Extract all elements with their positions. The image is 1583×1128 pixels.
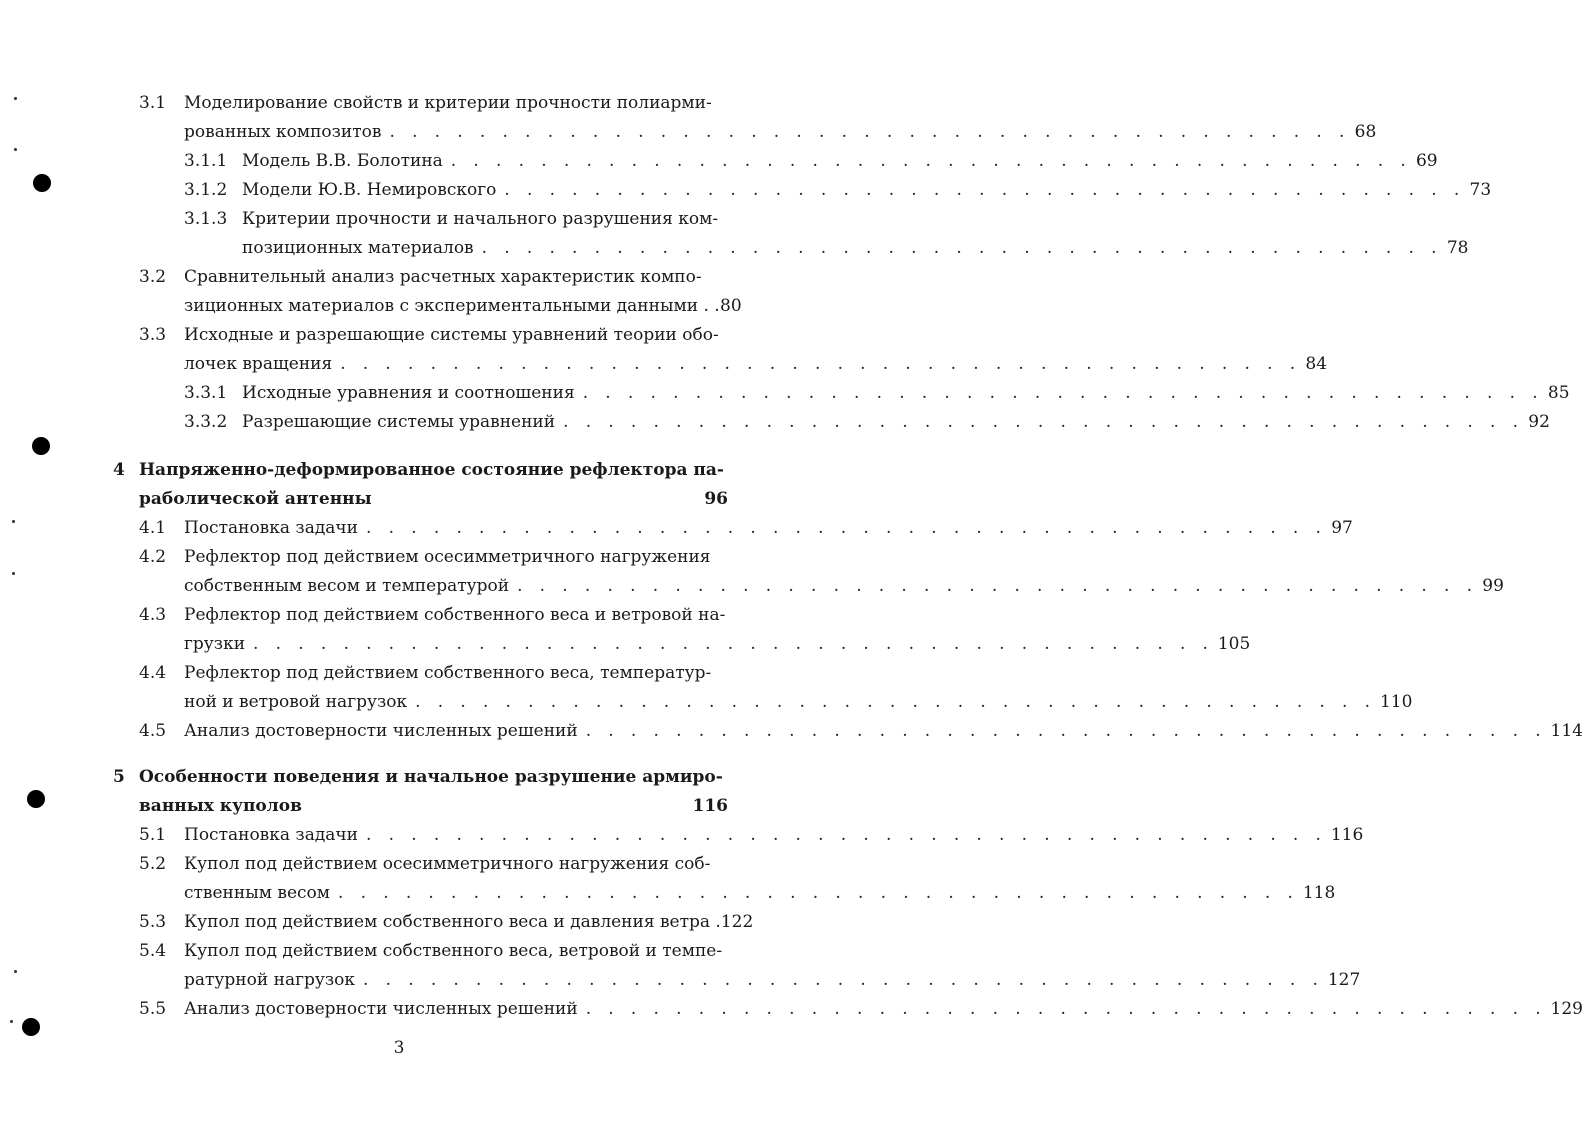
toc-chapter-title: ванных куполов (139, 796, 302, 816)
toc-entry-line (184, 543, 711, 572)
toc-number: 4.1 (139, 518, 167, 538)
toc-entry-line (242, 205, 719, 234)
toc-title: позиционных материалов (242, 238, 474, 258)
toc-leader-dots: . . . . . . . . . . . . . . . . . . . . . . . . . . . . . . . . . . . . . . . . . . . (517, 576, 1478, 596)
toc-page-number: 127 (1327, 970, 1361, 990)
toc-number: 3.1 (139, 93, 167, 113)
toc-title: Купол под действием собственного веса и давления ветра . (184, 912, 721, 932)
toc-entry-line[interactable] (184, 688, 1413, 717)
toc-number: 5.1 (139, 825, 167, 845)
toc-leader-dots: . . . . . . . . . . . . . . . . . . . . . . . . . . . . . . . . . . . . . . . . . . . (253, 634, 1214, 654)
toc-chapter-line (139, 456, 724, 485)
toc-chapter-number: 5 (113, 767, 125, 787)
toc-entry-line (184, 263, 702, 292)
toc-entry-line[interactable] (184, 292, 742, 321)
toc-title: грузки (184, 634, 246, 654)
toc-entry-line[interactable] (184, 995, 1583, 1024)
toc-entry-line[interactable] (184, 118, 1377, 147)
toc-page-number: 116 (1330, 825, 1364, 845)
toc-page-number: 69 (1415, 151, 1438, 171)
toc-page-number: 96 (704, 489, 728, 509)
toc-leader-dots: . . . . . . . . . . . . . . . . . . . . . . . . . . . . . . . . . . . . . . . . . . . (582, 383, 1544, 403)
toc-chapter-line[interactable] (139, 792, 728, 821)
toc-entry-line[interactable] (184, 821, 1364, 850)
toc-entry-line[interactable] (242, 176, 1492, 205)
toc-title: собственным весом и температурой (184, 576, 510, 596)
toc-title: ственным весом (184, 883, 330, 903)
toc-page-number: 110 (1379, 692, 1413, 712)
toc-title: Постановка задачи (184, 518, 359, 538)
toc-page-number: 78 (1446, 238, 1469, 258)
toc-number: 3.3.2 (184, 412, 228, 432)
toc-number: 4.2 (139, 547, 167, 567)
toc-title: Сравнительный анализ расчетных характеристик компо- (184, 267, 702, 287)
toc-page-number: 122 (720, 912, 754, 932)
toc-number: 3.1.3 (184, 209, 228, 229)
toc-number: 4.3 (139, 605, 167, 625)
toc-page-number: 92 (1528, 412, 1550, 432)
toc-leader-dots: . . . . . . . . . . . . . . . . . . . . . . . . . . . . . . . . . . . . . . . . . . . (366, 518, 1327, 538)
toc-number: 5.2 (139, 854, 167, 874)
toc-entry-line[interactable] (242, 379, 1570, 408)
toc-leader-dots: . . . . . . . . . . . . . . . . . . . . . . . . . . . . . . . . . . . . . . . . . . . (415, 692, 1376, 712)
toc-title: Анализ достоверности численных решений (184, 721, 578, 741)
toc-page-number: 73 (1469, 180, 1492, 200)
toc-title: Постановка задачи (184, 825, 359, 845)
toc-title: зиционных материалов с экспериментальными данными . . (184, 296, 720, 316)
toc-chapter-line[interactable] (139, 485, 728, 514)
toc-title: Купол под действием собственного веса, ветровой и темпе- (184, 941, 723, 961)
toc-leader-dots: . . . . . . . . . . . . . . . . . . . . . . . . . . . . . . . . . . . . . . . . . . . (366, 825, 1327, 845)
toc-page-number: 84 (1305, 354, 1328, 374)
toc-leader-dots: . . . . . . . . . . . . . . . . . . . . . . . . . . . . . . . . . . . . . . . . . . . (450, 151, 1412, 171)
page-number: 3 (393, 1038, 405, 1058)
toc-entry-line (184, 937, 723, 966)
toc-title: Модели Ю.В. Немировского (242, 180, 497, 200)
toc-page-number: 114 (1550, 721, 1583, 741)
toc-entry-line (184, 850, 711, 879)
toc-chapter-title: Напряженно-деформированное состояние рефлектора па- (139, 460, 724, 480)
toc-entry-line (184, 601, 726, 630)
toc-title: Рефлектор под действием осесимметричного нагружения (184, 547, 711, 567)
toc-title: Критерии прочности и начального разрушения ком- (242, 209, 719, 229)
toc-chapter-title: Особенности поведения и начальное разрушение армиро- (139, 767, 723, 787)
toc-page-number: 97 (1331, 518, 1353, 538)
toc-chapter-title: раболической антенны (139, 489, 372, 509)
toc-entry-line[interactable] (242, 234, 1469, 263)
toc-number: 4.4 (139, 663, 167, 683)
toc-chapter-number: 4 (113, 460, 125, 480)
toc-leader-dots: . . . . . . . . . . . . . . . . . . . . . . . . . . . . . . . . . . . . . . . . . . . (389, 122, 1351, 142)
toc-number: 5.3 (139, 912, 167, 932)
toc-page-number: 116 (692, 796, 728, 816)
toc-number: 5.5 (139, 999, 167, 1019)
toc-number: 3.3 (139, 325, 167, 345)
toc-leader-dots: . . . . . . . . . . . . . . . . . . . . . . . . . . . . . . . . . . . . . . . . . . . (363, 970, 1324, 990)
toc-title: Разрешающие системы уравнений (242, 412, 556, 432)
toc-title: рованных композитов (184, 122, 382, 142)
toc-page-number: 105 (1217, 634, 1251, 654)
toc-entry-line[interactable] (184, 879, 1336, 908)
toc-leader-dots: . . . . . . . . . . . . . . . . . . . . . . . . . . . . . . . . . . . . . . . . . . . (481, 238, 1443, 258)
toc-title: Исходные и разрешающие системы уравнений теории обо- (184, 325, 719, 345)
toc-entry-line[interactable] (184, 630, 1251, 659)
toc-page-number: 85 (1547, 383, 1570, 403)
toc-page-number: 118 (1302, 883, 1336, 903)
toc-number: 3.3.1 (184, 383, 228, 403)
toc-entry-line[interactable] (184, 514, 1353, 543)
toc-entry-line[interactable] (242, 408, 1550, 437)
toc-title: ной и ветровой нагрузок (184, 692, 408, 712)
toc-entry-line (184, 659, 712, 688)
toc-number: 3.1.1 (184, 151, 228, 171)
toc-leader-dots: . . . . . . . . . . . . . . . . . . . . . . . . . . . . . . . . . . . . . . . . . . . (340, 354, 1302, 374)
toc-entry-line[interactable] (184, 966, 1361, 995)
toc-number: 3.2 (139, 267, 167, 287)
toc-title: Рефлектор под действием собственного веса, температур- (184, 663, 712, 683)
toc-title: Моделирование свойств и критерии прочности полиарми- (184, 93, 712, 113)
toc-entry-line[interactable] (184, 908, 754, 937)
toc-entry-line (184, 89, 712, 118)
toc-title: Анализ достоверности численных решений (184, 999, 578, 1019)
toc-number: 5.4 (139, 941, 167, 961)
toc-number: 4.5 (139, 721, 167, 741)
toc-leader-dots: . . . . . . . . . . . . . . . . . . . . . . . . . . . . . . . . . . . . . . . . . . . (585, 999, 1547, 1019)
toc-leader-dots: . . . . . . . . . . . . . . . . . . . . . . . . . . . . . . . . . . . . . . . . . . . (338, 883, 1299, 903)
toc-entry-line[interactable] (184, 350, 1328, 379)
toc-entry-line (184, 321, 719, 350)
toc-page-number: 129 (1550, 999, 1583, 1019)
toc-page-number: 80 (720, 296, 742, 316)
toc-title: лочек вращения (184, 354, 333, 374)
toc-title: Модель В.В. Болотина (242, 151, 443, 171)
toc-leader-dots: . . . . . . . . . . . . . . . . . . . . . . . . . . . . . . . . . . . . . . . . . . . (504, 180, 1466, 200)
toc-title: Купол под действием осесимметричного нагружения соб- (184, 854, 711, 874)
toc-page-number: 68 (1354, 122, 1377, 142)
toc-leader-dots: . . . . . . . . . . . . . . . . . . . . . . . . . . . . . . . . . . . . . . . . . . . (585, 721, 1547, 741)
toc-title: ратурной нагрузок (184, 970, 355, 990)
toc-number: 3.1.2 (184, 180, 228, 200)
toc-entry-line[interactable] (242, 147, 1438, 176)
toc-title: Исходные уравнения и соотношения (242, 383, 575, 403)
toc-title: Рефлектор под действием собственного веса и ветровой на- (184, 605, 726, 625)
toc-chapter-line (139, 763, 723, 792)
toc-entry-line[interactable] (184, 572, 1504, 601)
toc-entry-line[interactable] (184, 717, 1583, 746)
toc-leader-dots: . . . . . . . . . . . . . . . . . . . . . . . . . . . . . . . . . . . . . . . . . . . (563, 412, 1524, 432)
toc-page-number: 99 (1482, 576, 1504, 596)
